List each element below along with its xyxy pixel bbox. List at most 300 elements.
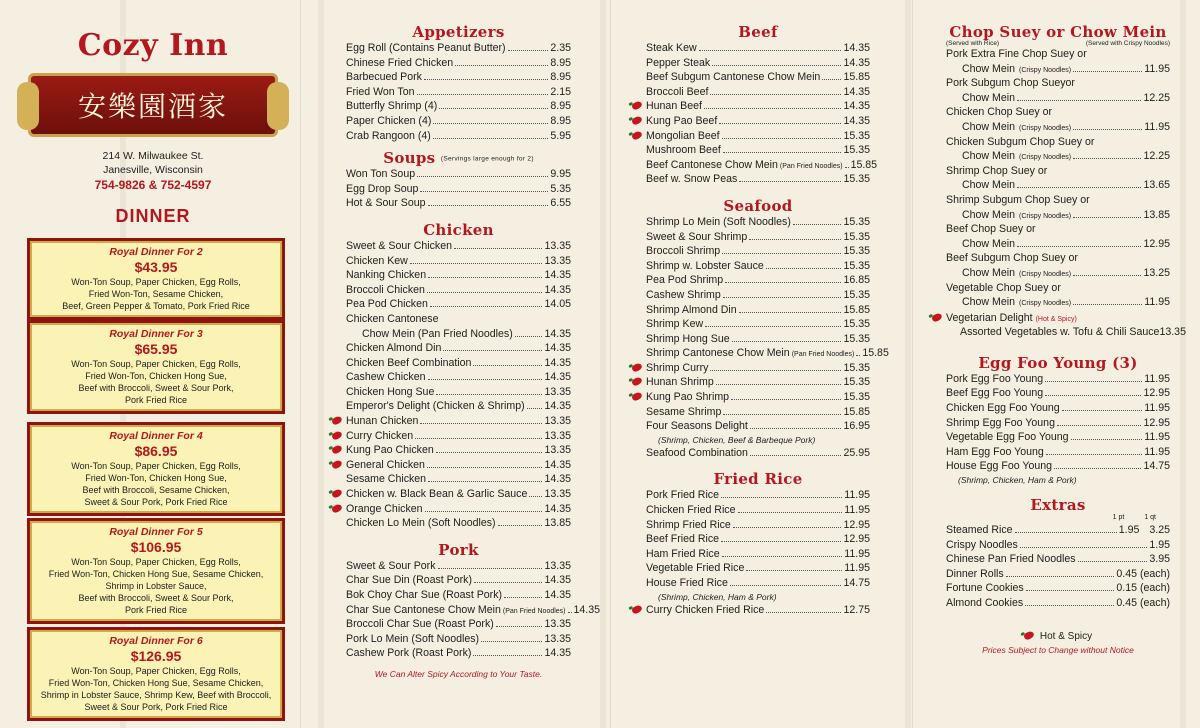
menu-item [646, 390, 870, 405]
leader-dots [723, 297, 842, 298]
leader-dots [723, 152, 842, 153]
leader-dots [766, 268, 842, 269]
item-note: (Hot & Spicy) [1035, 315, 1077, 323]
menu-item-cont [946, 178, 1170, 193]
menu-item [646, 70, 870, 85]
menu-item [946, 459, 1170, 474]
item-name: Chicken Almond Din [346, 342, 442, 355]
item-price: 15.35 [843, 129, 870, 142]
item-price: 15.85 [843, 303, 870, 316]
leader-dots [732, 341, 842, 342]
item-name: Egg Drop Soup [346, 182, 419, 195]
leader-dots [710, 94, 841, 95]
item-note: (Pan Fried Noodles) [779, 162, 843, 170]
menu-item-cont [946, 91, 1170, 106]
item-price: 12.95 [1143, 387, 1170, 400]
menu-item [346, 341, 571, 356]
menu-item [946, 596, 1170, 611]
item-price: 13.35 [544, 254, 571, 267]
item-name: Beef Chop Suey or [946, 223, 1036, 236]
item-name: Beef w. Snow Peas [646, 173, 738, 186]
item-name: Hot & Sour Soup [346, 197, 426, 210]
item-price: 11.95 [844, 547, 870, 560]
item-price: 14.35 [544, 574, 571, 587]
item-name: Won Ton Soup [346, 168, 416, 181]
menu-item [346, 385, 571, 400]
leader-dots [716, 384, 842, 385]
item-name: Sweet & Sour Pork [346, 559, 436, 572]
item-price: 14.35 [544, 502, 571, 515]
menu-item [646, 158, 878, 173]
menu-item [646, 488, 870, 503]
item-price: 11.95 [1144, 431, 1170, 444]
item-price: 15.85 [862, 347, 889, 360]
leader-dots [750, 428, 842, 429]
item-price: 13.35 [544, 429, 571, 442]
menu-item [346, 297, 571, 312]
item-name: Sesame Chicken [346, 473, 427, 486]
menu-item-cont [946, 208, 1170, 223]
chicken-heading: Chicken [423, 220, 494, 239]
item-name: Beef Subgum Chop Suey or [946, 252, 1078, 265]
leader-dots [738, 512, 843, 513]
item-price: 13.35 [544, 385, 571, 398]
leader-dots [498, 525, 543, 526]
menu-item [646, 85, 870, 100]
item-name: Chicken Beef Combination [346, 356, 472, 369]
item-name: Pork Egg Foo Young [946, 372, 1044, 385]
menu-item [646, 332, 870, 347]
menu-item [346, 254, 571, 269]
soups-list [346, 167, 571, 211]
item-price: 12.25 [1143, 91, 1170, 104]
menu-item [646, 503, 870, 518]
item-price: 11.95 [844, 504, 870, 517]
leader-dots [427, 467, 543, 468]
leader-dots [710, 370, 841, 371]
leader-dots [730, 585, 842, 586]
leader-dots [766, 612, 841, 613]
pint-header: 1 pt [1112, 514, 1125, 522]
leader-dots [733, 527, 842, 528]
item-price: 13.35 [544, 632, 571, 645]
fried-rice-list [646, 488, 870, 617]
address-line1: 214 W. Milwaukee St. [102, 150, 204, 162]
leader-dots [420, 191, 548, 192]
leader-dots [438, 568, 543, 569]
item-price: 13.35 [544, 415, 571, 428]
menu-item [646, 259, 870, 274]
item-name: Beef Egg Foo Young [946, 387, 1044, 400]
menu-item [346, 429, 571, 444]
menu-item [946, 105, 1170, 120]
dinner-box-price: $106.95 [130, 539, 182, 555]
leader-dots [508, 50, 549, 51]
item-name: Char Sue Din (Roast Pork) [346, 574, 472, 587]
extras-size-headers [946, 514, 1170, 523]
item-price: 5.35 [550, 182, 571, 195]
item-subtext: (Shrimp, Chicken, Beef & Barbeque Pork) [658, 434, 816, 445]
item-name: Shrimp Subgum Chop Suey or [946, 193, 1090, 206]
leader-dots [436, 394, 542, 395]
item-name: Chicken Fried Rice [646, 504, 736, 517]
leader-dots [750, 455, 842, 456]
leader-dots [455, 65, 548, 66]
leader-dots [496, 626, 543, 627]
item-name: Char Sue Cantonese Chow Mein [346, 603, 501, 616]
dinner-box [30, 521, 282, 621]
leader-dots [822, 79, 841, 80]
item-price: 11.95 [844, 489, 870, 502]
item-price: 14.05 [544, 298, 571, 311]
pepper-icon [1023, 630, 1035, 641]
chinese-name: 安樂園酒家 [77, 90, 228, 123]
pepper-icon [931, 312, 943, 323]
menu-item [946, 401, 1170, 416]
item-name-cont: Chow Mein [962, 208, 1015, 221]
item-name: General Chicken [346, 458, 425, 471]
leader-dots [454, 248, 542, 249]
leader-dots [417, 176, 548, 177]
leader-dots [425, 511, 543, 512]
menu-item [946, 164, 1170, 179]
leader-dots [749, 239, 841, 240]
item-price: 14.35 [544, 371, 571, 384]
pork-list [346, 559, 601, 661]
menu-item [346, 114, 571, 129]
item-price: 13.85 [544, 517, 571, 530]
menu-item [946, 567, 1170, 582]
dinner-heading: DINNER [115, 206, 191, 226]
item-price: 11.95 [1144, 402, 1170, 415]
item-name: Almond Cookies [946, 597, 1024, 609]
menu-item [646, 576, 870, 591]
item-name: Ham Egg Foo Young [946, 445, 1044, 458]
menu-item [646, 41, 870, 56]
leader-dots [430, 306, 543, 307]
leader-dots [1054, 468, 1141, 469]
item-price: 14.35 [843, 85, 870, 98]
menu-item [346, 414, 571, 429]
menu-item [646, 129, 870, 144]
item-name: Chow Mein (Pan Fried Noodles) [362, 327, 513, 340]
dinner-box-price: $43.95 [134, 259, 178, 275]
beef-list [646, 41, 878, 187]
menu-item [346, 573, 571, 588]
dinner-box-title: Royal Dinner For 6 [109, 635, 203, 647]
leader-dots [428, 379, 543, 380]
leader-dots [410, 263, 543, 264]
item-name: Nanking Chicken [346, 269, 427, 282]
menu-column-2 [346, 0, 601, 728]
item-price: 15.35 [843, 259, 870, 272]
menu-item [346, 167, 571, 182]
item-price: 12.95 [843, 533, 870, 546]
item-price: 11.95 [1144, 296, 1170, 309]
quart-price: 0.15 (each) [1116, 582, 1170, 595]
item-price: 8.95 [550, 71, 571, 84]
menu-item [346, 399, 571, 414]
item-name-cont: Chow Mein [962, 62, 1015, 75]
item-name: Chinese Fried Chicken [346, 56, 454, 69]
menu-item [946, 538, 1170, 553]
leader-dots [568, 612, 572, 613]
item-price: 11.95 [844, 562, 870, 575]
item-note: (Crispy Noodles) [1019, 300, 1072, 308]
leader-dots [1073, 158, 1141, 159]
menu-item [346, 516, 571, 531]
item-price: 14.35 [843, 56, 870, 69]
item-name: Paper Chicken (4) [346, 114, 432, 127]
item-note: (Crispy Noodles) [1019, 66, 1072, 74]
leader-dots [1078, 561, 1148, 562]
item-price: 15.35 [843, 173, 870, 186]
dinner-box-desc: Won-Ton Soup, Paper Chicken, Egg Rolls, Fried Won-Ton, Sesame Chicken, Beef, Green Pepper & Tomato, Pork Fried Rice [62, 277, 250, 311]
menu-item [346, 472, 571, 487]
item-price: 13.65 [1143, 179, 1170, 192]
menu-item [646, 230, 870, 245]
quart-price: 0.45 (each) [1116, 597, 1170, 609]
item-name: Sesame Shrimp [646, 405, 722, 418]
item-name: Chicken Lo Mein (Soft Noodles) [346, 517, 496, 530]
item-note: (Pan Fried Noodles) [502, 607, 566, 615]
leader-dots [439, 108, 548, 109]
menu-item [346, 458, 571, 473]
leader-dots [722, 253, 841, 254]
leader-dots [420, 423, 542, 424]
leader-dots [721, 541, 841, 542]
item-name: Curry Chicken Fried Rice [646, 603, 765, 616]
leader-dots [1017, 100, 1141, 101]
egg-foo-young-list [946, 372, 1170, 486]
chop-suey-note-rice: (Served with Rice) [946, 40, 1000, 47]
item-price: 2.35 [550, 42, 571, 54]
leader-dots [428, 205, 549, 206]
menu-item [346, 588, 571, 603]
chicken-list [346, 239, 571, 531]
item-note: (Crispy Noodles) [1019, 124, 1072, 132]
item-name: Broccoli Char Sue (Roast Pork) [346, 618, 494, 631]
item-price: 11.95 [1144, 372, 1170, 385]
menu-item [646, 361, 870, 376]
leader-dots [1025, 605, 1114, 606]
leader-dots [1073, 129, 1142, 130]
item-price: 15.85 [843, 405, 870, 418]
menu-item [346, 239, 571, 254]
item-price: 11.95 [1144, 120, 1170, 133]
item-name: Broccoli Shrimp [646, 245, 721, 258]
item-price: 15.85 [843, 71, 870, 84]
item-name: Kung Pao Beef [646, 114, 718, 127]
item-price: 8.95 [550, 56, 571, 69]
egg-foo-young-heading: Egg Foo Young (3) [978, 353, 1138, 372]
menu-item [946, 372, 1170, 387]
seafood-heading: Seafood [723, 196, 793, 215]
item-name: Shrimp Fried Rice [646, 518, 731, 531]
quart-price: 3.95 [1149, 553, 1170, 566]
item-name: Shrimp w. Lobster Sauce [646, 259, 764, 272]
item-price: 15.35 [843, 144, 870, 157]
dinner-box-desc: Won-Ton Soup, Paper Chicken, Egg Rolls, Fried Won-Ton, Chicken Hong Sue, Sesame Chicken, Shrimp in Lobster Sauce, Shrimp Kew, Beef with Broccoli, Sweet & Sour Pork, Pork Fried Rice [40, 666, 272, 712]
menu-item [346, 182, 571, 197]
item-subtext: (Shrimp, Chicken, Ham & Pork) [658, 591, 777, 602]
item-name-cont: Chow Mein [962, 296, 1015, 309]
appetizers-list [346, 41, 571, 143]
item-name: Chicken Subgum Chop Suey or [946, 135, 1095, 148]
item-price: 14.35 [544, 342, 571, 355]
item-name: Barbecued Pork [346, 71, 422, 84]
item-name: Beef Fried Rice [646, 533, 720, 546]
menu-item [646, 518, 870, 533]
leader-dots [712, 65, 841, 66]
pepper-icon [331, 415, 343, 426]
leader-dots [722, 138, 842, 139]
soups-title: Soups [383, 149, 436, 168]
dinner-box [30, 241, 282, 317]
menu-item [646, 547, 870, 562]
pepper-icon [331, 430, 343, 441]
item-name: Kung Pao Chicken [346, 444, 434, 457]
item-price: 15.35 [843, 230, 870, 243]
item-price: 13.35 [544, 559, 571, 572]
soups-heading [346, 149, 571, 167]
item-price: 14.35 [544, 589, 571, 601]
leader-dots [1017, 187, 1141, 188]
leader-dots [427, 292, 543, 293]
leader-dots [1015, 532, 1117, 533]
pepper-icon [631, 115, 643, 126]
item-price: 13.25 [1143, 266, 1170, 279]
item-price: 13.35 [544, 488, 571, 501]
menu-item-cont [946, 266, 1170, 281]
menu-item-cont [946, 237, 1170, 252]
item-price: 13.85 [1143, 208, 1170, 221]
legend [946, 631, 1170, 642]
quart-price: 3.25 [1149, 524, 1170, 537]
item-price: 25.95 [843, 446, 870, 459]
item-note: (Pan Fried Noodles) [791, 351, 855, 359]
item-name: Pea Pod Shrimp [646, 274, 724, 287]
menu-item [346, 268, 571, 283]
menu-item [946, 251, 1170, 266]
leader-dots [746, 570, 842, 571]
legend-hot-spicy: Hot & Spicy [1039, 630, 1093, 642]
item-name-cont: Chow Mein [962, 179, 1015, 192]
address [18, 149, 288, 177]
leader-dots [433, 138, 549, 139]
item-name: Chinese Pan Fried Noodles [946, 553, 1076, 566]
item-price: 14.35 [544, 458, 571, 471]
item-name: Crab Rangoon (4) [346, 129, 431, 142]
menu-item [946, 193, 1170, 208]
item-name: House Fried Rice [646, 577, 728, 589]
item-name: Shrimp Chop Suey or [946, 164, 1048, 177]
leader-dots [739, 312, 842, 313]
menu-item-desc [946, 325, 1186, 340]
menu-item [646, 303, 870, 318]
item-price: 14.75 [1143, 460, 1170, 473]
leader-dots [856, 355, 860, 356]
pepper-icon [631, 101, 643, 112]
item-name: Steamed Rice [946, 524, 1013, 537]
item-name: Shrimp Hong Sue [646, 332, 730, 345]
menu-item [946, 47, 1170, 62]
pepper-icon [331, 488, 343, 499]
item-name: Steak Kew [646, 42, 697, 54]
item-name: Sweet & Sour Chicken [346, 239, 452, 252]
menu-item [346, 129, 571, 144]
menu-item [646, 288, 870, 303]
item-name: Chicken Kew [346, 254, 408, 267]
leader-dots [515, 336, 543, 337]
item-name: Mongolian Beef [646, 129, 720, 142]
menu-item [946, 76, 1170, 91]
leader-dots [1020, 547, 1148, 548]
item-price: 14.35 [544, 269, 571, 282]
leader-dots [1006, 576, 1115, 577]
item-price: 15.35 [843, 376, 870, 389]
front-panel [18, 0, 288, 728]
item-name: Shrimp Lo Mein (Soft Noodles) [646, 215, 791, 228]
leader-dots [1073, 71, 1142, 72]
menu-item [946, 552, 1170, 567]
item-name: Chicken Egg Foo Young [946, 402, 1060, 415]
item-name: Cashew Chicken [346, 371, 426, 384]
item-price: 12.95 [843, 518, 870, 531]
item-price: 14.35 [544, 647, 571, 660]
item-name: Sweet & Sour Shrimp [646, 230, 748, 243]
menu-item [646, 419, 870, 434]
item-price: 15.35 [843, 245, 870, 258]
leader-dots [529, 496, 542, 497]
dinner-box-price: $65.95 [134, 341, 178, 357]
menu-item [646, 405, 870, 420]
dinner-box [30, 630, 282, 718]
item-name: Vegetable Chop Suey or [946, 281, 1061, 294]
item-price: 15.85 [850, 158, 878, 171]
item-price: 12.95 [1143, 416, 1170, 429]
menu-item [646, 114, 870, 129]
item-name: Pepper Steak [646, 56, 711, 69]
item-name: Bok Choy Char Sue (Roast Pork) [346, 589, 503, 601]
leader-dots [428, 277, 542, 278]
leader-dots [436, 452, 543, 453]
menu-item [946, 386, 1170, 401]
item-price: 8.95 [550, 114, 571, 127]
seafood-list [646, 215, 889, 461]
item-name: Crispy Noodles [946, 538, 1018, 551]
menu-item [946, 222, 1170, 237]
phone-numbers: 754-9826 & 752-4597 [94, 178, 212, 192]
item-price: 15.35 [843, 215, 870, 228]
pepper-icon [331, 503, 343, 514]
pork-heading: Pork [438, 540, 479, 559]
leader-dots [723, 414, 841, 415]
item-name: Vegetable Egg Foo Young [946, 431, 1069, 444]
leader-dots [504, 597, 542, 598]
menu-item [946, 311, 1170, 326]
dinner-box-price: $126.95 [130, 648, 182, 664]
leader-dots [417, 94, 549, 95]
pint-price: 1.95 [1118, 524, 1140, 537]
menu-item [646, 172, 870, 187]
item-price: 12.75 [843, 603, 870, 616]
item-price: 12.25 [1143, 150, 1170, 163]
item-price: 16.95 [843, 420, 870, 433]
item-name: Hunan Chicken [346, 415, 419, 428]
menu-item [346, 443, 571, 458]
item-price: 14.35 [544, 400, 571, 413]
